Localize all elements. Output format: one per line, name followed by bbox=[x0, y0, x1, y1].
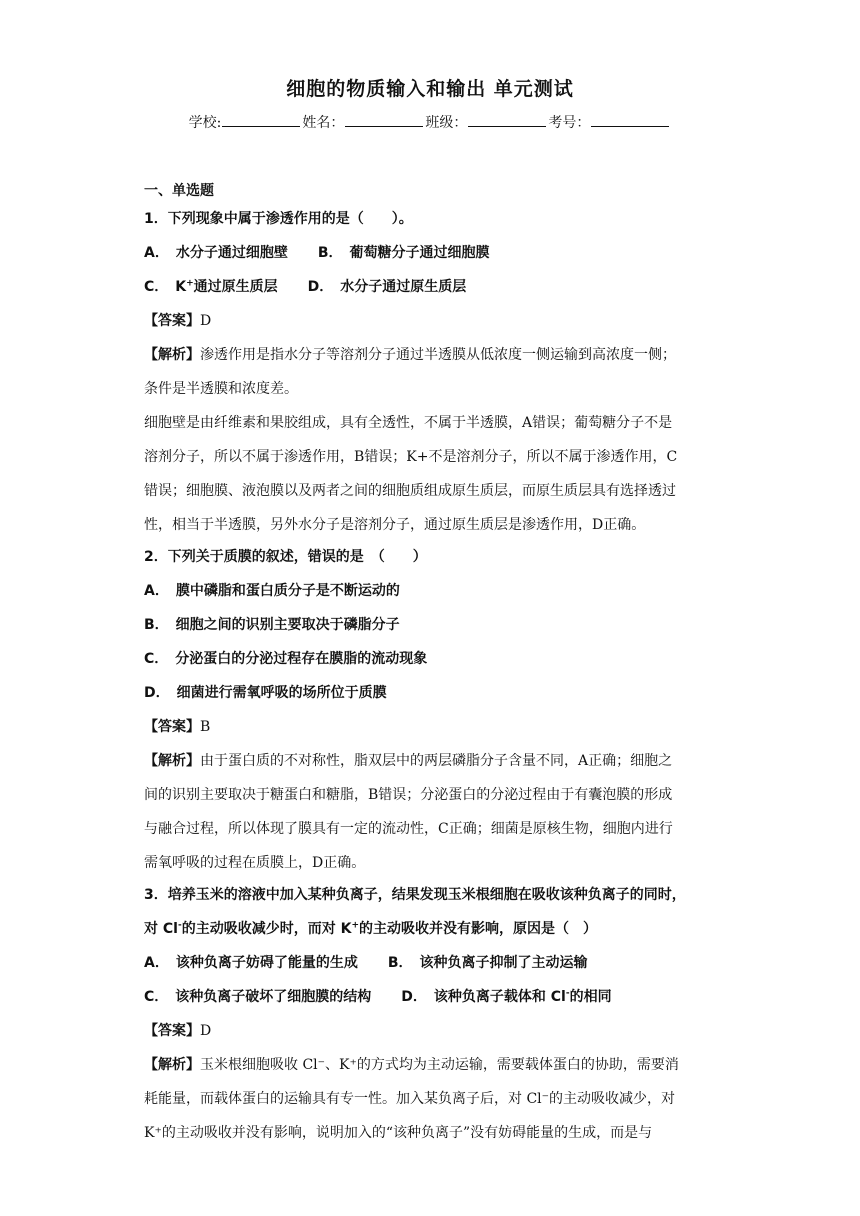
q2-option-c: C． 分泌蛋白的分泌过程存在膜脂的流动现象 bbox=[144, 651, 428, 667]
q2-option-b: B． 细胞之间的识别主要取决于磷脂分子 bbox=[144, 617, 400, 633]
q2-stem: 2．下列关于质膜的叙述，错误的是 （ ） bbox=[144, 549, 427, 565]
q2-analysis-line: 间的识别主要取决于糖蛋白和糖脂，B错误；分泌蛋白的分泌过程由于有囊泡膜的形成 bbox=[144, 787, 673, 803]
class-blank[interactable] bbox=[468, 114, 546, 127]
name-blank[interactable] bbox=[345, 114, 423, 127]
section-heading: 一、单选题 bbox=[144, 183, 214, 199]
q3-options-ab bbox=[144, 952, 588, 972]
q2-option-d: D． 细菌进行需氧呼吸的场所位于质膜 bbox=[144, 685, 387, 701]
q2-option-a: A． 膜中磷脂和蛋白质分子是不断运动的 bbox=[144, 583, 400, 599]
class-label: 班级： bbox=[425, 115, 468, 131]
school-label: 学校: bbox=[188, 115, 222, 131]
q1-analysis-line: 性，相当于半透膜，另外水分子是溶剂分子，通过原生质层是渗透作用，D正确。 bbox=[144, 517, 646, 533]
q3-option-c: C． 该种负离子破坏了细胞膜的结构 bbox=[144, 989, 372, 1005]
q3-answer: 【答案】D bbox=[144, 1023, 212, 1039]
q1-analysis-line: 【解析】渗透作用是指水分子等溶剂分子通过半透膜从低浓度一侧运输到高浓度一侧； bbox=[144, 347, 676, 363]
q1-options-ab bbox=[144, 242, 490, 262]
q1-answer: 【答案】D bbox=[144, 313, 212, 329]
q1-options-cd bbox=[144, 276, 466, 296]
q1-option-a: A． 水分子通过细胞壁 bbox=[144, 245, 288, 261]
name-label: 姓名： bbox=[302, 115, 345, 131]
number-blank[interactable] bbox=[591, 114, 669, 127]
page-title: 细胞的物质输入和输出 单元测试 bbox=[286, 78, 574, 100]
number-label: 考号： bbox=[548, 115, 591, 131]
q3-option-b: B． 该种负离子抑制了主动运输 bbox=[387, 955, 588, 971]
q3-option-d: D． 该种负离子载体和 Cl-的相同 bbox=[401, 988, 612, 1005]
q1-stem: 1．下列现象中属于渗透作用的是（ ）。 bbox=[144, 211, 413, 227]
q2-analysis-line: 【解析】由于蛋白质的不对称性，脂双层中的两层磷脂分子含量不同，A正确；细胞之 bbox=[144, 753, 673, 769]
q3-analysis-line: 耗能量，而载体蛋白的运输具有专一性。加入某负离子后，对 Cl⁻的主动吸收减少，对 bbox=[144, 1091, 676, 1107]
q2-answer: 【答案】B bbox=[144, 719, 211, 735]
q3-analysis-line: K⁺的主动吸收并没有影响，说明加入的“该种负离子”没有妨碍能量的生成，而是与 bbox=[144, 1125, 653, 1141]
q3-option-a: A． 该种负离子妨碍了能量的生成 bbox=[144, 955, 358, 971]
q1-analysis-line: 错误；细胞膜、液泡膜以及两者之间的细胞质组成原生质层，而原生质层具有选择透过 bbox=[144, 483, 676, 499]
q1-analysis-line: 细胞壁是由纤维素和果胶组成，具有全透性，不属于半透膜，A错误；葡萄糖分子不是 bbox=[144, 415, 673, 431]
q2-analysis-line: 与融合过程，所以体现了膜具有一定的流动性，C正确；细菌是原核生物，细胞内进行 bbox=[144, 821, 673, 837]
q1-analysis-line: 溶剂分子，所以不属于渗透作用，B错误；K+不是溶剂分子，所以不属于渗透作用，C bbox=[144, 449, 678, 465]
school-blank[interactable] bbox=[222, 114, 300, 127]
q1-option-c: C． K+通过原生质层 bbox=[144, 278, 278, 295]
q3-stem-line: 对 Cl-的主动吸收减少时，而对 K+的主动吸收并没有影响，原因是（ ） bbox=[144, 920, 597, 937]
q1-option-d: D． 水分子通过原生质层 bbox=[307, 279, 467, 295]
q1-option-b: B． 葡萄糖分子通过细胞膜 bbox=[317, 245, 490, 261]
q3-stem-line: 3．培养玉米的溶液中加入某种负离子，结果发现玉米根细胞在吸收该种负离子的同时， bbox=[144, 887, 686, 903]
student-info-line bbox=[0, 112, 860, 132]
q1-analysis-line: 条件是半透膜和浓度差。 bbox=[144, 381, 298, 397]
q3-analysis-line: 【解析】玉米根细胞吸收 Cl⁻、K⁺的方式均为主动运输，需要载体蛋白的协助，需要消 bbox=[144, 1057, 679, 1073]
q3-options-cd bbox=[144, 986, 612, 1006]
q2-analysis-line: 需氧呼吸的过程在质膜上，D正确。 bbox=[144, 855, 366, 871]
